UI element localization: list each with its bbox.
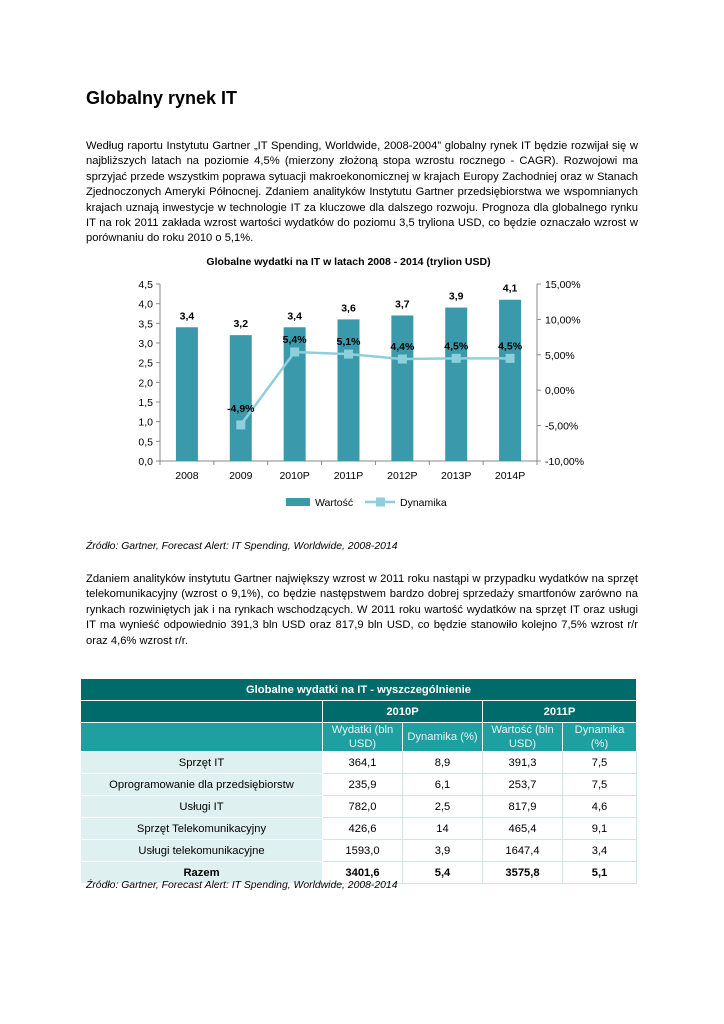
cell-value: 253,7 [483,774,563,796]
row-label: Razem [81,862,323,884]
cell-value: 5,1 [563,862,637,884]
line-data-label: 4,4% [390,341,415,354]
cell-value: 391,3 [483,752,563,774]
table-subheader: Wartość (bln USD) [483,723,563,752]
bar [284,327,306,461]
row-label: Usługi IT [81,796,323,818]
table-year-2011: 2011P [483,701,637,723]
cell-value: 5,4 [403,862,483,884]
table-row [81,840,637,862]
table-row [81,752,637,774]
bar-data-label: 3,6 [341,302,356,315]
y-tick-label-left: 0,0 [138,456,153,468]
cell-value: 465,4 [483,818,563,840]
cell-value: 782,0 [323,796,403,818]
cell-value: 1647,4 [483,840,563,862]
y-tick-label-left: 3,5 [138,318,153,331]
x-tick-label: 2012P [387,470,418,482]
chart-title: Globalne wydatki na IT w latach 2008 - 2014 (trylion USD) [206,256,491,268]
bar [445,308,467,461]
cell-value: 3401,6 [323,862,403,884]
y-tick-label-right: -10,00% [545,456,585,468]
table-row [81,774,637,796]
cell-value: 235,9 [323,774,403,796]
bar-data-label: 3,2 [233,318,249,331]
cell-value: 3575,8 [483,862,563,884]
page-title: Globalny rynek IT [86,88,238,108]
dynamika-point [506,354,515,363]
bar [499,300,521,461]
line-data-label: -4,9% [227,402,255,415]
bar-data-label: 3,9 [448,290,464,303]
dynamika-point [236,420,245,429]
intro-paragraph: Według raportu Instytutu Gartner „IT Spending, Worldwide, 2008-2004” globalny rynek IT będzie rozwijał się w najbliższych latach na poziomie 4,5% (mierzony złożoną stopa wzrostu rocznego - CAGR). Rozwojowi ma sprzyjać przede wszystkim poprawa sytuacji makroekonomicznej w krajach Europy Zachodniej oraz w Stanach Zjednoczonych Ameryki Północnej. Zdaniem analityków Instytutu Gartner przedsiębiorstwa we wspomnianych krajach uznają inwestycje w technologie IT za kluczowe dla dalszego rozwoju. Prognoza dla globalnego rynku IT na rok 2011 zakłada wzrost wartości wydatków do poziomu 3,5 tryliona USD, co będzie oznaczało wzrost w porównaniu do roku 2010 o 5,1%. [86,140,638,245]
cell-value: 7,5 [563,752,637,774]
x-tick-label: 2010P [279,470,310,482]
analysis-paragraph: Zdaniem analityków instytutu Gartner największy wzrost w 2011 roku nastąpi w przypadku wydatków na sprzęt telekomunikacyjny (wzrost o 9,1%), co będzie następstwem bardzo dobrej sprzedaży smartfonów zarówno na rynkach rozwiniętych jak i na rynkach wschodzących. W 2011 roku wartość wydatków na sprzęt IT oraz usługi IT ma wynieść odpowiednio 391,3 bln USD oraz 817,9 bln USD, co będzie stanowiło kolejno 7,5% wzrost r/r oraz 4,6% wzrost r/r. [86,573,638,647]
row-label: Sprzęt Telekomunikacyjny [81,818,323,840]
x-tick-label: 2011P [333,470,364,482]
bar [391,315,413,461]
bar-data-label: 4,1 [502,282,518,295]
bar [230,335,252,461]
cell-value: 2,5 [403,796,483,818]
row-label: Oprogramowanie dla przedsiębiorstw [81,774,323,796]
y-tick-label-right: 10,00% [545,314,581,327]
y-tick-label-left: 4,5 [138,279,153,291]
bar-data-label: 3,4 [287,310,302,323]
cell-value: 1593,0 [323,840,403,862]
table-year-2010: 2010P [323,701,483,723]
cell-value: 3,9 [403,840,483,862]
legend-label-line: Dynamika [400,497,447,509]
table-subheader: Dynamika (%) [403,723,483,752]
dynamika-point [344,350,353,359]
y-tick-label-left: 2,0 [138,377,153,390]
line-data-label: 5,4% [282,333,307,346]
dynamika-point [290,347,299,356]
row-label: Sprzęt IT [81,752,323,774]
cell-value: 7,5 [563,774,637,796]
y-tick-label-right: 15,00% [545,279,581,291]
table-subheader-empty [81,723,323,752]
y-tick-label-left: 0,5 [138,436,153,449]
it-spending-table [80,678,637,884]
dynamika-point [452,354,461,363]
x-tick-label: 2014P [494,470,526,482]
line-data-label: 4,5% [444,340,469,353]
y-tick-label-left: 3,0 [138,338,153,350]
y-tick-label-left: 1,5 [138,397,153,409]
line-data-label: 4,5% [498,340,523,353]
row-label: Usługi telekomunikacyjne [81,840,323,862]
legend-swatch-marker [376,498,385,507]
cell-value: 14 [403,818,483,840]
y-tick-label-left: 4,0 [138,298,153,311]
table-row [81,796,637,818]
legend-label-bar: Wartość [315,497,354,509]
cell-value: 6,1 [403,774,483,796]
y-tick-label-left: 1,0 [138,416,153,429]
x-tick-label: 2009 [229,470,253,482]
x-tick-label: 2013P [441,470,472,482]
table-source-note: Źródło: Gartner, Forecast Alert: IT Spending, Worldwide, 2008-2014 [86,880,398,891]
x-tick-label: 2008 [175,470,199,482]
bar [176,327,198,461]
table-title: Globalne wydatki na IT - wyszczególnienie [81,679,637,701]
it-spending-chart [120,250,600,525]
y-tick-label-left: 2,5 [138,357,153,370]
line-data-label: 5,1% [336,336,361,349]
dynamika-point [398,355,407,364]
cell-value: 817,9 [483,796,563,818]
cell-value: 8,9 [403,752,483,774]
bar-data-label: 3,7 [395,298,410,311]
legend-swatch-bar [286,498,310,506]
cell-value: 4,6 [563,796,637,818]
dynamika-line [241,352,510,425]
y-tick-label-right: -5,00% [545,420,579,433]
chart-source-note: Źródło: Gartner, Forecast Alert: IT Spending, Worldwide, 2008-2014 [86,541,398,552]
bar-data-label: 3,4 [179,310,195,323]
y-tick-label-right: 5,00% [545,349,575,362]
table-subheader: Wydatki (bln USD) [323,723,403,752]
cell-value: 364,1 [323,752,403,774]
cell-value: 9,1 [563,818,637,840]
table-subheader: Dynamika (%) [563,723,637,752]
cell-value: 3,4 [563,840,637,862]
cell-value: 426,6 [323,818,403,840]
y-tick-label-right: 0,00% [545,385,575,398]
table-row [81,818,637,840]
table-corner [81,701,323,723]
